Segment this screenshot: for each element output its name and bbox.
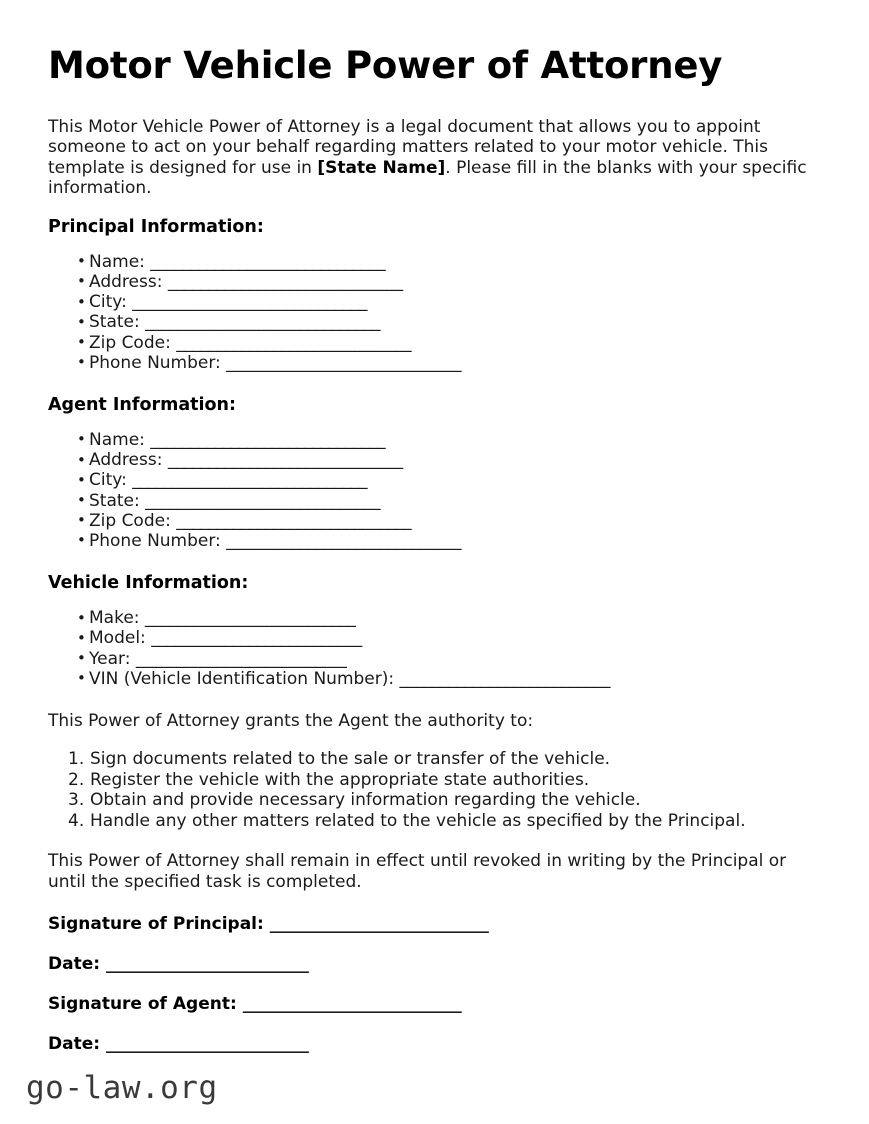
- field-label: Address:: [89, 271, 163, 292]
- field-blank[interactable]: __________________________: [399, 668, 611, 689]
- field-blank[interactable]: _____________________________: [176, 510, 412, 531]
- list-item: [48, 272, 809, 292]
- field-label: Phone Number:: [89, 352, 221, 373]
- list-item: [48, 252, 809, 272]
- field-blank[interactable]: _____________________________: [226, 352, 462, 373]
- list-item: [48, 669, 809, 689]
- site-watermark: go-law.org: [26, 1070, 218, 1106]
- field-blank[interactable]: __________________________: [144, 608, 356, 629]
- date-agent-row: [48, 1034, 809, 1054]
- signature-principal-blank[interactable]: ___________________________: [269, 914, 489, 935]
- field-label: Name:: [89, 251, 145, 272]
- signature-agent-row: [48, 994, 809, 1014]
- vehicle-information-heading: Vehicle Information:: [48, 573, 249, 594]
- date-principal-row: [48, 954, 809, 974]
- duration-clause-paragraph: This Power of Attorney shall remain in effect until revoked in writing by the Principal or until the specified task is completed.: [48, 851, 787, 892]
- field-label: City:: [89, 292, 127, 313]
- list-item: [48, 511, 809, 531]
- field-blank[interactable]: _____________________________: [145, 490, 381, 511]
- authority-list: [48, 749, 809, 831]
- list-item: [48, 531, 809, 551]
- list-item: [48, 608, 809, 628]
- field-label: Name:: [89, 429, 145, 450]
- field-label: Model:: [89, 628, 146, 649]
- signature-agent-blank[interactable]: ___________________________: [242, 994, 462, 1015]
- principal-field-list: [48, 252, 809, 373]
- list-item: Handle any other matters related to the vehicle as specified by the Principal.: [90, 810, 746, 831]
- field-blank[interactable]: _____________________________: [150, 429, 386, 450]
- intro-text-part2: . Please fill in the blanks with your specific information.: [48, 157, 807, 199]
- intro-paragraph: [48, 117, 808, 199]
- vehicle-field-list: [48, 608, 809, 689]
- list-item: [48, 353, 809, 373]
- page-title: Motor Vehicle Power of Attorney: [48, 44, 723, 87]
- list-item: Register the vehicle with the appropriate state authorities.: [90, 769, 590, 790]
- list-item: [48, 450, 809, 470]
- field-label: Address:: [89, 450, 163, 471]
- field-blank[interactable]: _____________________________: [132, 470, 368, 491]
- signature-agent-label: Signature of Agent:: [48, 994, 237, 1015]
- list-item: [48, 628, 809, 648]
- field-label: State:: [89, 312, 140, 333]
- list-item: Obtain and provide necessary information regarding the vehicle.: [90, 790, 641, 811]
- field-blank[interactable]: _____________________________: [145, 312, 381, 333]
- list-item: [48, 292, 809, 312]
- field-label: Zip Code:: [89, 332, 171, 353]
- date-agent-blank[interactable]: _________________________: [105, 1034, 309, 1055]
- field-blank[interactable]: _____________________________: [176, 332, 412, 353]
- list-item: [48, 470, 809, 490]
- principal-information-heading: Principal Information:: [48, 216, 264, 237]
- field-blank[interactable]: __________________________: [135, 648, 347, 669]
- field-label: City:: [89, 470, 127, 491]
- list-item: [48, 649, 809, 669]
- agent-information-heading: Agent Information:: [48, 394, 236, 415]
- field-label: Zip Code:: [89, 510, 171, 531]
- field-label: Year:: [89, 648, 131, 669]
- field-blank[interactable]: _____________________________: [132, 292, 368, 313]
- signature-principal-label: Signature of Principal:: [48, 914, 264, 935]
- list-item: [48, 333, 809, 353]
- field-label: State:: [89, 490, 140, 511]
- list-item: [48, 491, 809, 511]
- list-item: [48, 430, 809, 450]
- date-principal-label: Date:: [48, 954, 101, 975]
- agent-field-list: [48, 430, 809, 551]
- intro-text-part1: This Motor Vehicle Power of Attorney is a legal document that allows you to appoint someone to act on your behalf regarding matters related to your motor vehicle. This template is designed for use in: [48, 116, 769, 178]
- field-blank[interactable]: _____________________________: [226, 530, 462, 551]
- field-blank[interactable]: _____________________________: [150, 251, 386, 272]
- list-item: [48, 312, 809, 332]
- list-item: Sign documents related to the sale or transfer of the vehicle.: [90, 749, 611, 770]
- state-name-placeholder: [State Name]: [317, 157, 446, 178]
- signature-principal-row: [48, 914, 809, 934]
- authority-intro-paragraph: This Power of Attorney grants the Agent the authority to:: [48, 710, 534, 731]
- field-blank[interactable]: _____________________________: [167, 271, 403, 292]
- field-label: Make:: [89, 608, 140, 629]
- field-label: Phone Number:: [89, 530, 221, 551]
- date-principal-blank[interactable]: _________________________: [105, 954, 309, 975]
- field-blank[interactable]: __________________________: [151, 628, 362, 649]
- date-agent-label: Date:: [48, 1034, 101, 1055]
- field-label: VIN (Vehicle Identification Number):: [89, 668, 395, 689]
- field-blank[interactable]: _____________________________: [167, 450, 403, 471]
